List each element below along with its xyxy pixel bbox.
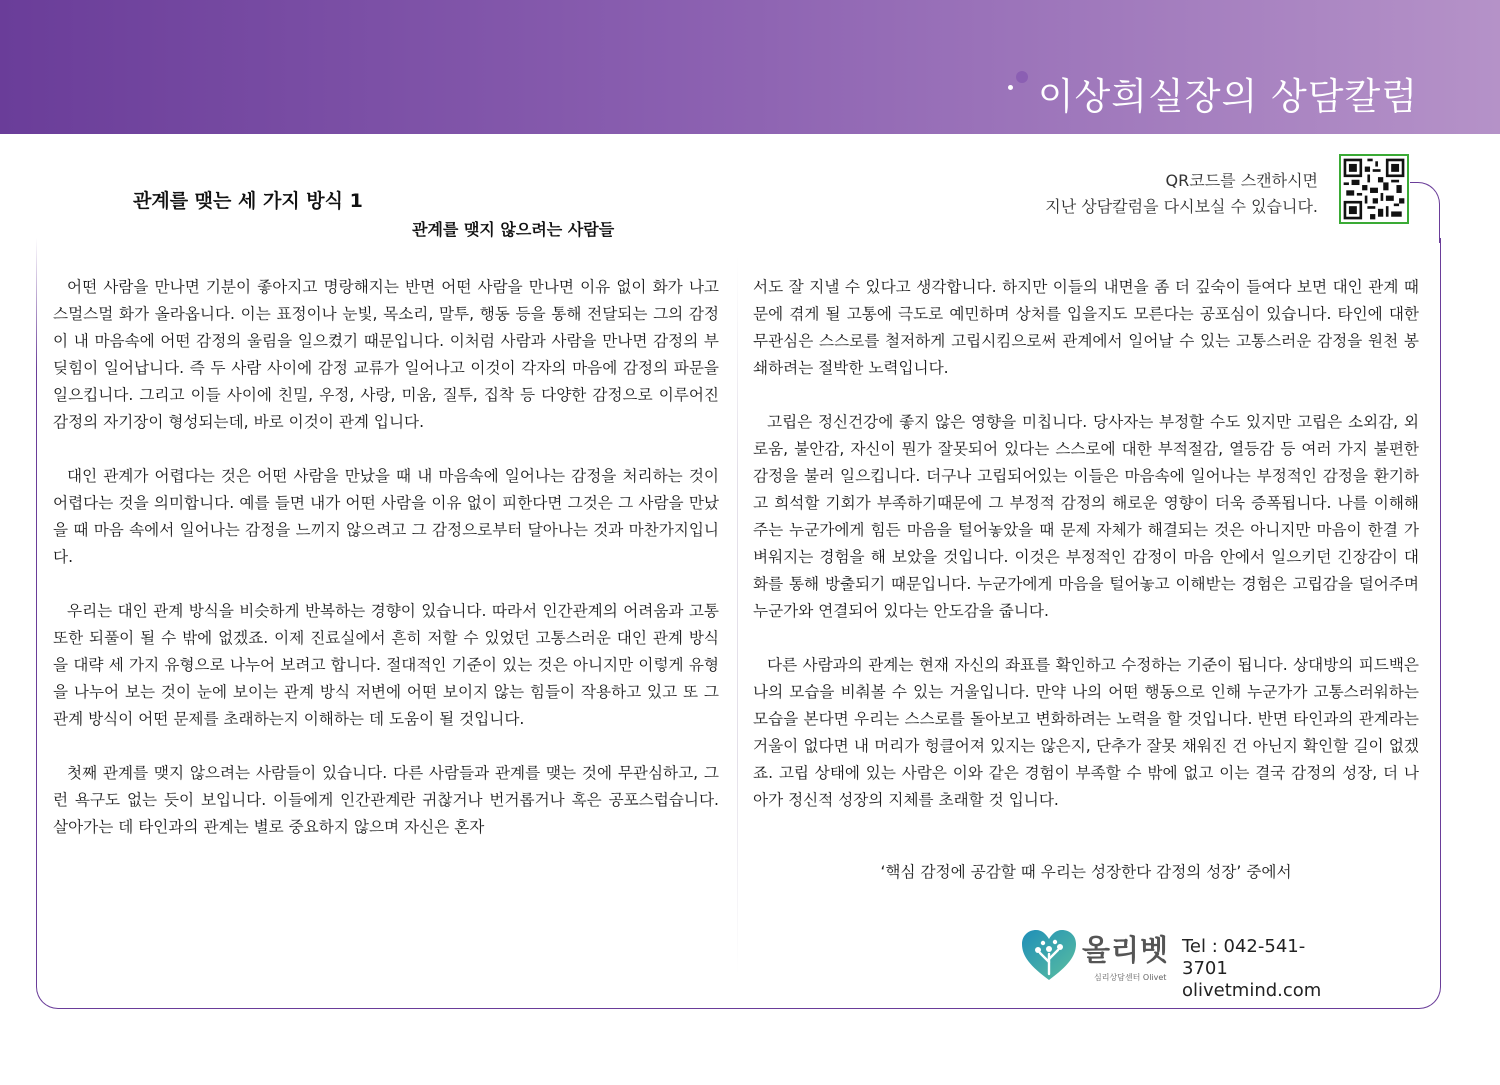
source-citation: ‘핵심 감정에 공감할 때 우리는 성장한다 감정의 성장’ 중에서 [880, 863, 1292, 881]
website-link[interactable]: olivetmind.com [1182, 980, 1322, 1001]
paragraph: 첫째 관계를 맺지 않으려는 사람들이 있습니다. 다른 사람들과 관계를 맺는 것에 무관심하고, 그런 욕구도 없는 듯이 보입니다. 이들에게 인간관계란 귀찮거나 번거롭거나 혹은 공포스럽습니다. 살아가는 데 타인과의 관계는 별로 중요하지 않으며 자신은 혼자 [53, 764, 719, 836]
qr-caption [1045, 168, 1318, 220]
article-subtitle: 관계를 맺지 않으려는 사람들 [412, 220, 615, 239]
bullet-small-dot-icon [1008, 85, 1013, 90]
bullet-dot-icon [1016, 71, 1028, 83]
contact-info [1182, 936, 1350, 1002]
paragraph: 어떤 사람을 만나면 기분이 좋아지고 명랑해지는 반면 어떤 사람을 만나면 이유 없이 화가 나고 스멀스멀 화가 올라옵니다. 이는 표정이나 눈빛, 목소리, 말투, 행동 등을 통해 전달되는 그의 감정이 내 마음속에 어떤 감정의 울림을 일으켰기 때문입니다. 이처럼 사람과 사람을 만나면 감정의 부딪힘이 일어납니다. 즉 두 사람 사이에 감정 교류가 일어나고 이것이 각자의 마음에 감정의 파문을 일으킵니다. 그리고 이들 사이에 친밀, 우정, 사랑, 미움, 질투, 집착 등 다양한 감정으로 이루어진 감정의 자기장이 형성되는데, 바로 이것이 관계 입니다. [53, 278, 719, 431]
logo-subtitle: 심리상담센터 Olivet [1094, 973, 1167, 982]
paragraph: 서도 잘 지낼 수 있다고 생각합니다. 하지만 이들의 내면을 좀 더 깊숙이 들여다 보면 대인 관계 때문에 겪게 될 고통에 극도로 예민하며 상처를 입을지도 모른다는 공포심이 있습니다. 타인에 대한 무관심은 스스로를 철저하게 고립시킴으로써 관계에서 일어날 수 있는 고통스러운 감정을 원천 봉쇄하려는 절박한 노력입니다. [753, 278, 1419, 377]
qr-caption-line2: 지난 상담칼럼을 다시보실 수 있습니다. [1045, 197, 1318, 216]
paragraph: 대인 관계가 어렵다는 것은 어떤 사람을 만났을 때 내 마음속에 일어나는 감정을 처리하는 것이 어렵다는 것을 의미합니다. 예를 들면 내가 어떤 사람을 이유 없이 피한다면 그것은 그 사람을 만났을 때 마음 속에서 일어나는 감정을 느끼지 않으려고 그 감정으로부터 달아나는 것과 마찬가지입니다. [53, 467, 719, 566]
article-left-column [53, 274, 719, 868]
frame-left-edge [36, 238, 37, 368]
column-title-text: 이상희실장의 상담칼럼 [1037, 75, 1418, 118]
paragraph: 다른 사람과의 관계는 현재 자신의 좌표를 확인하고 수정하는 기준이 됩니다. 상대방의 피드백은 나의 모습을 비춰볼 수 있는 거울입니다. 만약 나의 어떤 행동으로 인해 누군가가 고통스러워하는 모습을 본다면 우리는 스스로를 돌아보고 변화하려는 노력을 할 것입니다. 반면 타인과의 관계라는 거울이 없다면 내 머리가 헝클어져 있지는 않은지, 단추가 잘못 채워진 건 아닌지 확인할 길이 없겠죠. 고립 상태에 있는 사람은 이와 같은 경험이 부족할 수 밖에 없고 이는 결국 감정의 성장, 더 나아가 정신적 성장의 지체를 초래할 것 입니다. [753, 656, 1419, 809]
logo-name: 올리벳 [1082, 933, 1170, 967]
qr-caption-line1: QR코드를 스캔하시면 [1165, 171, 1318, 190]
article-right-column [753, 274, 1419, 841]
paragraph: 우리는 대인 관계 방식을 비슷하게 반복하는 경향이 있습니다. 따라서 인간관계의 어려움과 고통 또한 되풀이 될 수 밖에 없겠죠. 이제 진료실에서 흔히 저할 수 있었던 고통스러운 대인 관계 방식을 대략 세 가지 유형으로 나누어 보려고 합니다. 절대적인 기준이 있는 것은 아니지만 이렇게 유형을 나누어 보는 것이 눈에 보이는 관계 방식 저변에 어떤 보이지 않는 힘들이 작용하고 있고 또 그 관계 방식이 어떤 문제를 초래하는지 이해하는 데 도움이 될 것입니다. [53, 602, 719, 728]
paragraph: 고립은 정신건강에 좋지 않은 영향을 미칩니다. 당사자는 부정할 수도 있지만 고립은 소외감, 외로움, 불안감, 자신이 뭔가 잘못되어 있다는 스스로에 대한 부적절감, 열등감 등 여러 가지 불편한 감정을 불러 일으킵니다. 더구나 고립되어있는 이들은 마음속에 일어나는 부정적인 감정을 환기하고 희석할 기회가 부족하기때문에 그 부정적 감정의 해로운 영향이 더욱 증폭됩니다. 나를 이해해주는 누군가에게 힘든 마음을 털어놓았을 때 문제 자체가 해결되는 것은 아니지만 마음이 한결 가벼워지는 경험을 해 보았을 것입니다. 이것은 부정적인 감정이 마음 안에서 일으키던 긴장감이 대화를 통해 방출되기 때문입니다. 누군가에게 마음을 털어놓고 이해받는 경험은 고립감을 덜어주며 누군가와 연결되어 있다는 안도감을 줍니다. [753, 413, 1419, 620]
heart-tree-logo-icon [1020, 928, 1078, 982]
footer-logo-block [1020, 928, 1350, 1001]
frame-corner [1410, 182, 1440, 243]
article-title: 관계를 맺는 세 가지 방식 1 [133, 190, 363, 212]
phone-number: Tel : 042-541-3701 [1182, 936, 1306, 979]
qr-code-icon [1341, 156, 1407, 222]
column-title [1038, 66, 1418, 120]
qr-code[interactable] [1339, 154, 1409, 224]
column-divider [737, 255, 738, 975]
